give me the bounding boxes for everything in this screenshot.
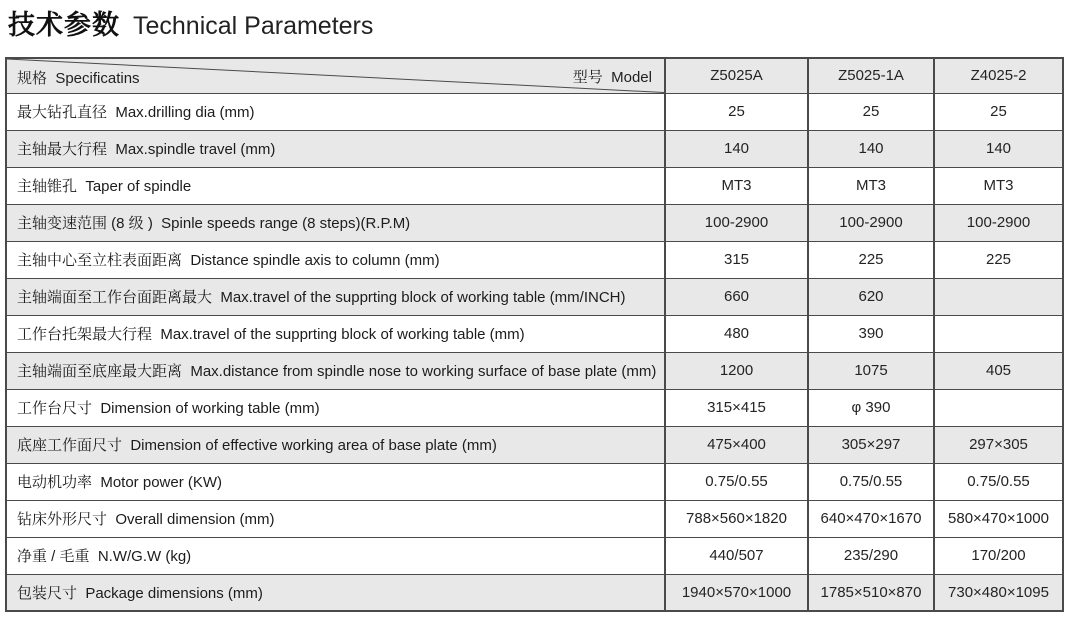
table-row [6,241,1063,278]
table-row [6,352,1063,389]
header-spec-label: 规格 Specificatins [17,69,140,87]
spec-label-cell: 主轴端面至底座最大距离 Max.distance from spindle nose to working surface of base plate (mm) [6,352,665,389]
value-cell: 1200 [665,352,808,389]
spec-label-cell: 主轴变速范围 (8 级 ) Spinle speeds range (8 steps)(R.P.M) [6,204,665,241]
header-model-label: 型号 Model [572,69,652,86]
model-column-header: Z5025A [665,58,808,93]
model-column-header: Z4025-2 [934,58,1063,93]
value-cell: 1785×510×870 [808,574,934,611]
value-cell: 480 [665,315,808,352]
model-column-header: Z5025-1A [808,58,934,93]
value-cell [934,278,1063,315]
value-cell: 640×470×1670 [808,500,934,537]
value-cell: 0.75/0.55 [934,463,1063,500]
table-row [6,315,1063,352]
value-cell: 1940×570×1000 [665,574,808,611]
value-cell: MT3 [934,167,1063,204]
spec-label-cell: 工作台托架最大行程 Max.travel of the supprting block of working table (mm) [6,315,665,352]
page-title-english: Technical Parameters [133,12,374,40]
value-cell: 475×400 [665,426,808,463]
value-cell: 788×560×1820 [665,500,808,537]
value-cell [934,389,1063,426]
value-cell: MT3 [665,167,808,204]
value-cell: 225 [934,241,1063,278]
value-cell: 235/290 [808,537,934,574]
value-cell: 100-2900 [665,204,808,241]
table-row [6,93,1063,130]
page-title [8,3,373,42]
value-cell: 660 [665,278,808,315]
table-row [6,167,1063,204]
value-cell: 170/200 [934,537,1063,574]
value-cell [934,315,1063,352]
value-cell: φ 390 [808,389,934,426]
table-row [6,130,1063,167]
value-cell: 305×297 [808,426,934,463]
page-title-chinese: 技术参数 [8,10,120,40]
table-row [6,204,1063,241]
spec-label-cell: 净重 / 毛重 N.W/G.W (kg) [6,537,665,574]
value-cell: 140 [665,130,808,167]
value-cell: 25 [808,93,934,130]
value-cell: 620 [808,278,934,315]
table-row [6,278,1063,315]
value-cell: 297×305 [934,426,1063,463]
value-cell: 100-2900 [934,204,1063,241]
value-cell: 25 [665,93,808,130]
value-cell: 100-2900 [808,204,934,241]
table-row [6,500,1063,537]
value-cell: 25 [934,93,1063,130]
table-row [6,574,1063,611]
value-cell: 0.75/0.55 [665,463,808,500]
spec-label-cell: 主轴最大行程 Max.spindle travel (mm) [6,130,665,167]
value-cell: 405 [934,352,1063,389]
header-spec-model-cell [6,58,665,93]
value-cell: 390 [808,315,934,352]
spec-label-cell: 电动机功率 Motor power (KW) [6,463,665,500]
value-cell: 140 [808,130,934,167]
value-cell: 315 [665,241,808,278]
value-cell: 0.75/0.55 [808,463,934,500]
table-row [6,537,1063,574]
spec-label-cell: 钻床外形尺寸 Overall dimension (mm) [6,500,665,537]
value-cell: 440/507 [665,537,808,574]
value-cell: 1075 [808,352,934,389]
header-row [6,58,1063,93]
spec-label-cell: 工作台尺寸 Dimension of working table (mm) [6,389,665,426]
spec-label-cell: 包装尺寸 Package dimensions (mm) [6,574,665,611]
spec-label-cell: 底座工作面尺寸 Dimension of effective working area of base plate (mm) [6,426,665,463]
spec-label-cell: 最大钻孔直径 Max.drilling dia (mm) [6,93,665,130]
value-cell: MT3 [808,167,934,204]
spec-label-cell: 主轴锥孔 Taper of spindle [6,167,665,204]
spec-label-cell: 主轴端面至工作台面距离最大 Max.travel of the supprting block of working table (mm/INCH) [6,278,665,315]
spec-label-cell: 主轴中心至立柱表面距离 Distance spindle axis to column (mm) [6,241,665,278]
technical-parameters-table [5,57,1064,612]
value-cell: 225 [808,241,934,278]
value-cell: 140 [934,130,1063,167]
table-row [6,463,1063,500]
value-cell: 580×470×1000 [934,500,1063,537]
value-cell: 315×415 [665,389,808,426]
table-row [6,389,1063,426]
value-cell: 730×480×1095 [934,574,1063,611]
table-row [6,426,1063,463]
